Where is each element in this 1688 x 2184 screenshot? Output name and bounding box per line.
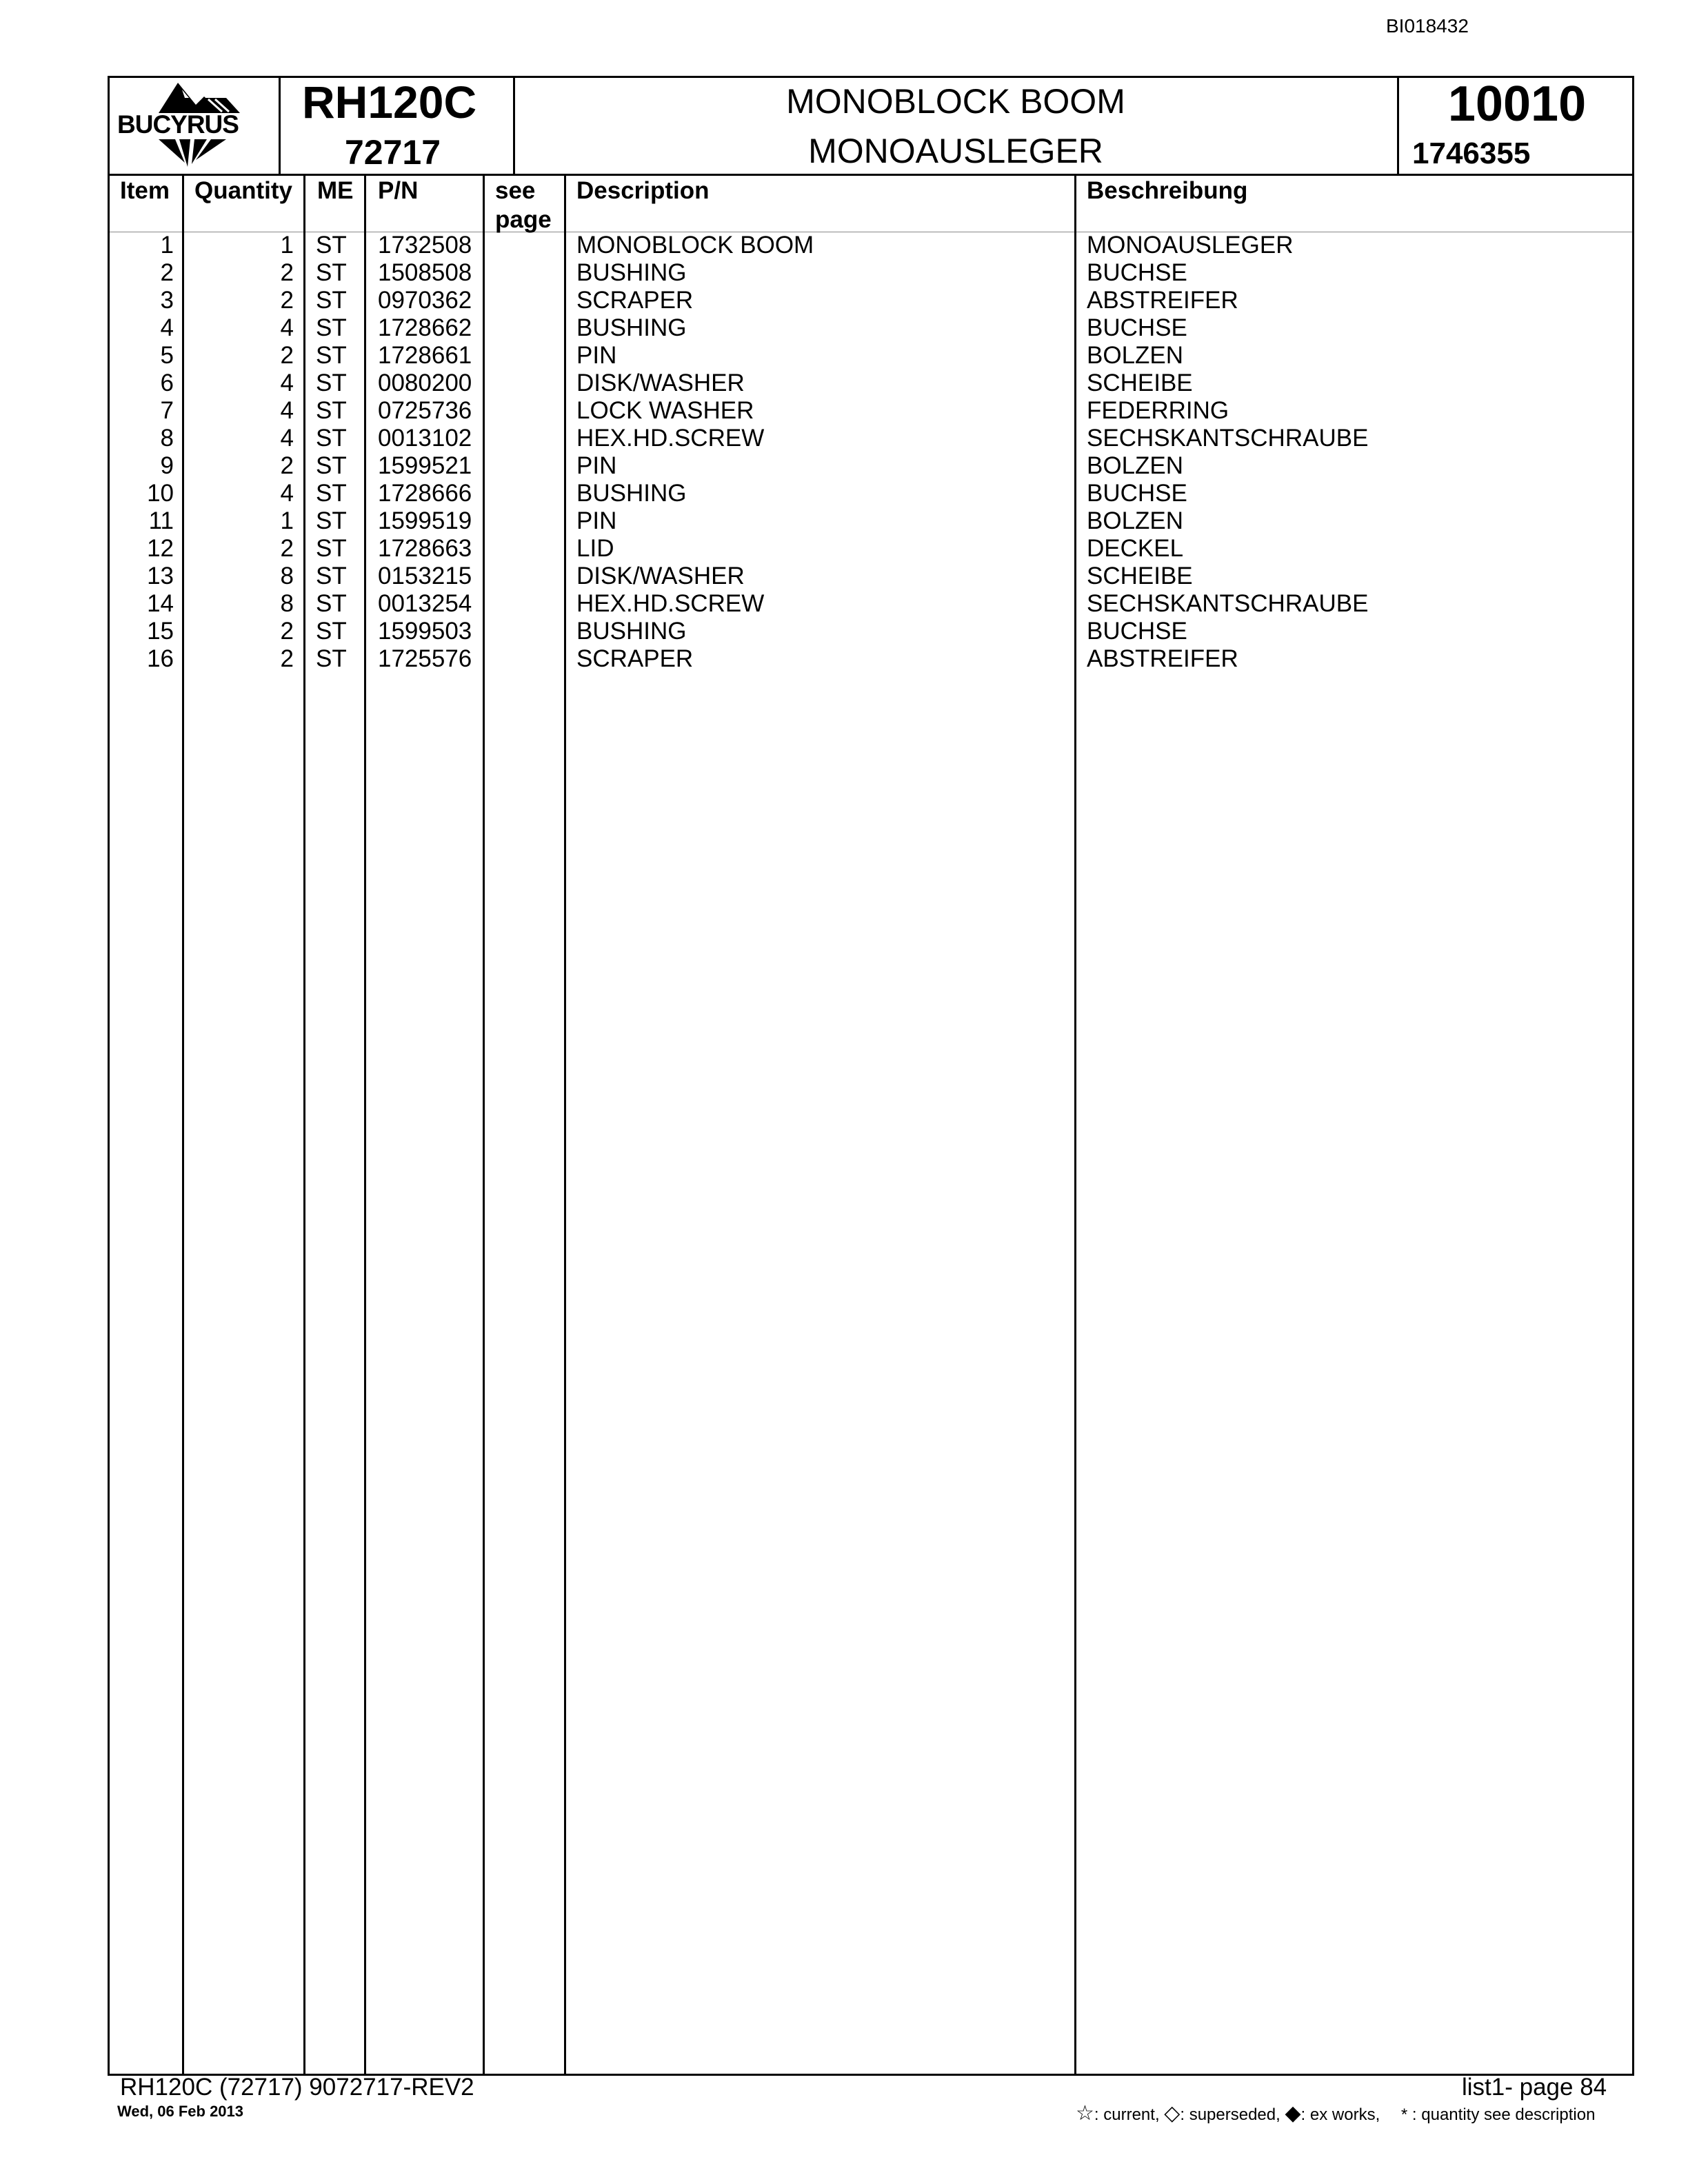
cell-pn: 1599503 <box>378 618 472 645</box>
cell-description: PIN <box>576 507 617 534</box>
title-english: MONOBLOCK BOOM <box>786 82 1125 121</box>
cell-item: 8 <box>160 425 174 452</box>
table-row <box>0 452 1688 480</box>
footer-reference: RH120C (72717) 9072717-REV2 <box>120 2074 474 2101</box>
cell-me: ST <box>316 507 347 534</box>
cell-quantity: 1 <box>280 232 294 259</box>
cell-pn: 0080200 <box>378 370 472 396</box>
cell-quantity: 2 <box>280 259 294 286</box>
col-header-see: see <box>495 177 536 204</box>
logo-text: BUCYRUS <box>117 110 239 139</box>
cell-item: 5 <box>160 342 174 369</box>
cell-description: PIN <box>576 452 617 479</box>
table-row <box>0 507 1688 535</box>
group-number: 10010 <box>1447 77 1587 132</box>
star-outline-icon: ☆ <box>1076 2102 1094 2125</box>
col-header-beschreibung: Beschreibung <box>1087 177 1248 204</box>
diamond-filled-icon: ◆ <box>1285 2102 1301 2125</box>
col-header-quantity: Quantity <box>194 177 292 204</box>
cell-description: BUSHING <box>576 314 687 341</box>
cell-me: ST <box>316 563 347 589</box>
cell-beschreibung: SECHSKANTSCHRAUBE <box>1087 590 1369 617</box>
cell-quantity: 2 <box>280 618 294 645</box>
legend-exworks: : ex works, <box>1300 2105 1380 2124</box>
cell-pn: 1728662 <box>378 314 472 341</box>
col-header-description: Description <box>576 177 710 204</box>
cell-description: BUSHING <box>576 259 687 286</box>
table-row <box>0 287 1688 314</box>
cell-beschreibung: BUCHSE <box>1087 259 1187 286</box>
cell-me: ST <box>316 232 347 259</box>
cell-description: BUSHING <box>576 480 687 507</box>
cell-beschreibung: BUCHSE <box>1087 314 1187 341</box>
cell-pn: 1732508 <box>378 232 472 259</box>
cell-description: LOCK WASHER <box>576 397 754 424</box>
cell-quantity: 8 <box>280 563 294 589</box>
cell-pn: 1728663 <box>378 535 472 562</box>
cell-beschreibung: SCHEIBE <box>1087 563 1193 589</box>
cell-beschreibung: BOLZEN <box>1087 507 1184 534</box>
cell-beschreibung: FEDERRING <box>1087 397 1229 424</box>
table-row <box>0 425 1688 452</box>
table-row <box>0 397 1688 425</box>
cell-me: ST <box>316 645 347 672</box>
model-number: RH120C <box>302 77 477 128</box>
cell-beschreibung: SCHEIBE <box>1087 370 1193 396</box>
cell-pn: 1508508 <box>378 259 472 286</box>
cell-item: 15 <box>147 618 174 645</box>
cell-item: 16 <box>147 645 174 672</box>
title-german: MONOAUSLEGER <box>808 132 1103 170</box>
cell-description: DISK/WASHER <box>576 370 745 396</box>
cell-quantity: 4 <box>280 397 294 424</box>
table-row <box>0 259 1688 287</box>
legend-quantity: * : quantity see description <box>1400 2105 1596 2124</box>
cell-me: ST <box>316 397 347 424</box>
cell-description: MONOBLOCK BOOM <box>576 232 814 259</box>
table-row <box>0 232 1688 259</box>
cell-pn: 0153215 <box>378 563 472 589</box>
cell-quantity: 2 <box>280 342 294 369</box>
footer-page: list1- page 84 <box>1462 2074 1607 2101</box>
table-row <box>0 370 1688 397</box>
document-id: BI018432 <box>1386 15 1469 37</box>
cell-pn: 0013254 <box>378 590 472 617</box>
cell-description: LID <box>576 535 614 562</box>
cell-pn: 1599519 <box>378 507 472 534</box>
cell-beschreibung: SECHSKANTSCHRAUBE <box>1087 425 1369 452</box>
cell-pn: 0013102 <box>378 425 472 452</box>
header-bottom <box>108 174 1634 176</box>
col-header-me: ME <box>317 177 354 204</box>
cell-pn: 0970362 <box>378 287 472 314</box>
serial-number: 72717 <box>345 133 441 172</box>
cell-beschreibung: BUCHSE <box>1087 480 1187 507</box>
cell-item: 2 <box>160 259 174 286</box>
table-row <box>0 314 1688 342</box>
cell-description: HEX.HD.SCREW <box>576 590 765 617</box>
cell-description: SCRAPER <box>576 645 694 672</box>
cell-item: 4 <box>160 314 174 341</box>
cell-quantity: 2 <box>280 645 294 672</box>
table-row <box>0 590 1688 618</box>
cell-quantity: 2 <box>280 452 294 479</box>
cell-pn: 1725576 <box>378 645 472 672</box>
cell-me: ST <box>316 259 347 286</box>
cell-quantity: 1 <box>280 507 294 534</box>
table-row <box>0 535 1688 563</box>
diamond-outline-icon: ◇ <box>1164 2102 1180 2125</box>
table-row <box>0 342 1688 370</box>
cell-pn: 0725736 <box>378 397 472 424</box>
cell-me: ST <box>316 452 347 479</box>
cell-me: ST <box>316 287 347 314</box>
legend-current: : current, <box>1094 2105 1160 2124</box>
cell-description: PIN <box>576 342 617 369</box>
cell-beschreibung: MONOAUSLEGER <box>1087 232 1294 259</box>
legend-superseded: : superseded, <box>1180 2105 1280 2124</box>
col-header-pn: P/N <box>378 177 419 204</box>
cell-quantity: 8 <box>280 590 294 617</box>
cell-item: 11 <box>148 507 174 534</box>
cell-item: 14 <box>147 590 174 617</box>
cell-me: ST <box>316 480 347 507</box>
table-row <box>0 480 1688 507</box>
cell-quantity: 4 <box>280 370 294 396</box>
cell-pn: 1728666 <box>378 480 472 507</box>
cell-item: 3 <box>160 287 174 314</box>
cell-item: 7 <box>160 397 174 424</box>
cell-quantity: 4 <box>280 480 294 507</box>
cell-description: SCRAPER <box>576 287 694 314</box>
cell-item: 10 <box>147 480 174 507</box>
cell-me: ST <box>316 618 347 645</box>
cell-item: 9 <box>160 452 174 479</box>
col-header-page: page <box>495 206 552 233</box>
cell-description: BUSHING <box>576 618 687 645</box>
cell-beschreibung: DECKEL <box>1087 535 1184 562</box>
cell-item: 1 <box>160 232 174 259</box>
table-row <box>0 645 1688 673</box>
cell-beschreibung: BUCHSE <box>1087 618 1187 645</box>
cell-pn: 1728661 <box>378 342 472 369</box>
cell-quantity: 2 <box>280 287 294 314</box>
cell-description: DISK/WASHER <box>576 563 745 589</box>
cell-me: ST <box>316 370 347 396</box>
cell-quantity: 2 <box>280 535 294 562</box>
table-row <box>0 618 1688 645</box>
footer-date: Wed, 06 Feb 2013 <box>117 2103 244 2120</box>
cell-me: ST <box>316 314 347 341</box>
assembly-part-number: 1746355 <box>1412 136 1531 170</box>
cell-quantity: 4 <box>280 425 294 452</box>
cell-quantity: 4 <box>280 314 294 341</box>
table-row <box>0 563 1688 590</box>
header-divider-logo <box>279 76 281 175</box>
cell-item: 13 <box>147 563 174 589</box>
cell-item: 12 <box>147 535 174 562</box>
cell-beschreibung: ABSTREIFER <box>1087 645 1238 672</box>
cell-item: 6 <box>160 370 174 396</box>
cell-me: ST <box>316 535 347 562</box>
cell-beschreibung: BOLZEN <box>1087 342 1184 369</box>
cell-me: ST <box>316 590 347 617</box>
cell-me: ST <box>316 425 347 452</box>
cell-description: HEX.HD.SCREW <box>576 425 765 452</box>
col-header-item: Item <box>120 177 170 204</box>
cell-pn: 1599521 <box>378 452 472 479</box>
cell-beschreibung: BOLZEN <box>1087 452 1184 479</box>
legend <box>1076 2101 1595 2125</box>
cell-beschreibung: ABSTREIFER <box>1087 287 1238 314</box>
header-divider-title <box>1397 76 1399 175</box>
cell-me: ST <box>316 342 347 369</box>
